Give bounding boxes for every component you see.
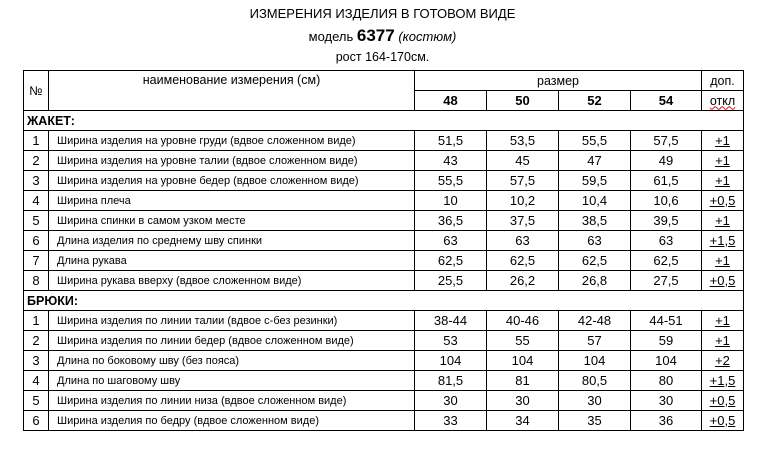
table-row [24,351,744,371]
value-cell: 30 [487,391,559,411]
value-cell: 57 [559,331,631,351]
tolerance-value: +1 [715,313,730,328]
measurement-name: Ширина изделия по бедру (вдвое сложенном виде) [49,411,415,431]
measurement-name: Длина изделия по среднему шву спинки [49,231,415,251]
value-cell: 104 [559,351,631,371]
value-cell: 30 [415,391,487,411]
value-cell: 44-51 [631,311,702,331]
value-cell: 57,5 [631,131,702,151]
value-cell: 10,2 [487,191,559,211]
value-cell: 26,2 [487,271,559,291]
table-row [24,251,744,271]
tolerance-value: +1 [715,153,730,168]
header-row-1 [24,71,744,91]
tolerance-cell [702,411,744,431]
model-prefix: модель [308,29,354,44]
measurements-table [23,70,744,431]
tolerance-value: +2 [715,353,730,368]
table-row [24,371,744,391]
tolerance-cell [702,131,744,151]
header-tol-2 [702,91,744,111]
tolerance-cell [702,331,744,351]
row-number: 7 [24,251,49,271]
table-row [24,171,744,191]
value-cell: 26,8 [559,271,631,291]
table-row [24,211,744,231]
table-row [24,391,744,411]
value-cell: 62,5 [559,251,631,271]
measurement-name: Ширина изделия на уровне талии (вдвое сложенном виде) [49,151,415,171]
row-number: 1 [24,131,49,151]
section-title: БРЮКИ: [24,291,744,311]
value-cell: 33 [415,411,487,431]
row-number: 6 [24,231,49,251]
value-cell: 61,5 [631,171,702,191]
value-cell: 25,5 [415,271,487,291]
tolerance-cell [702,191,744,211]
tolerance-cell [702,351,744,371]
tolerance-value: +0,5 [709,193,736,208]
value-cell: 43 [415,151,487,171]
document-title: ИЗМЕРЕНИЯ ИЗДЕЛИЯ В ГОТОВОМ ВИДЕ [249,6,516,21]
size-52: 52 [559,91,631,111]
tolerance-cell [702,391,744,411]
row-number: 2 [24,331,49,351]
value-cell: 36 [631,411,702,431]
value-cell: 104 [487,351,559,371]
tolerance-cell [702,171,744,191]
size-50: 50 [487,91,559,111]
value-cell: 36,5 [415,211,487,231]
model-suffix: (костюм) [398,29,457,44]
measurement-name: Ширина рукава вверху (вдвое сложенном виде) [49,271,415,291]
size-48: 48 [415,91,487,111]
measurement-name: Ширина изделия на уровне груди (вдвое сложенном виде) [49,131,415,151]
value-cell: 39,5 [631,211,702,231]
row-number: 4 [24,191,49,211]
value-cell: 63 [631,231,702,251]
value-cell: 104 [415,351,487,371]
value-cell: 40-46 [487,311,559,331]
header-tol-2-text: откл [709,93,736,108]
tolerance-cell [702,251,744,271]
tolerance-value: +1,5 [709,373,736,388]
table-row [24,231,744,251]
section-row [24,291,744,311]
value-cell: 55 [487,331,559,351]
measurement-name: Ширина изделия на уровне бедер (вдвое сложенном виде) [49,171,415,191]
measurement-name: Длина рукава [49,251,415,271]
measurement-name: Длина по шаговому шву [49,371,415,391]
table-row [24,271,744,291]
value-cell: 10 [415,191,487,211]
tolerance-cell [702,271,744,291]
table-row [24,311,744,331]
value-cell: 80 [631,371,702,391]
value-cell: 59,5 [559,171,631,191]
tolerance-cell [702,231,744,251]
value-cell: 80,5 [559,371,631,391]
value-cell: 62,5 [415,251,487,271]
value-cell: 55,5 [559,131,631,151]
tolerance-value: +0,5 [709,273,736,288]
section-row [24,111,744,131]
value-cell: 81 [487,371,559,391]
tolerance-value: +0,5 [709,413,736,428]
value-cell: 63 [559,231,631,251]
row-number: 2 [24,151,49,171]
height-range: рост 164-170см. [335,50,430,64]
tolerance-value: +1 [715,173,730,188]
value-cell: 45 [487,151,559,171]
value-cell: 49 [631,151,702,171]
tolerance-value: +1 [715,213,730,228]
tolerance-cell [702,371,744,391]
value-cell: 57,5 [487,171,559,191]
value-cell: 27,5 [631,271,702,291]
measurement-name: Ширина изделия по линии талии (вдвое с-без резинки) [49,311,415,331]
value-cell: 53 [415,331,487,351]
value-cell: 10,6 [631,191,702,211]
value-cell: 30 [559,391,631,411]
size-54: 54 [631,91,702,111]
table-row [24,131,744,151]
measurement-name: Ширина изделия по линии низа (вдвое сложенном виде) [49,391,415,411]
model-line [0,26,765,46]
measurement-name: Ширина изделия по линии бедер (вдвое сложенном виде) [49,331,415,351]
tolerance-value: +0,5 [709,393,736,408]
header-tol-1: доп. [702,71,744,91]
model-number: 6377 [356,26,395,45]
table-row [24,331,744,351]
value-cell: 38,5 [559,211,631,231]
value-cell: 42-48 [559,311,631,331]
table-row [24,191,744,211]
row-number: 4 [24,371,49,391]
tolerance-cell [702,151,744,171]
measurement-name: Ширина плеча [49,191,415,211]
value-cell: 81,5 [415,371,487,391]
value-cell: 35 [559,411,631,431]
tolerance-value: +1 [715,253,730,268]
value-cell: 30 [631,391,702,411]
row-number: 5 [24,391,49,411]
value-cell: 37,5 [487,211,559,231]
value-cell: 104 [631,351,702,371]
tolerance-value: +1 [715,133,730,148]
table-row [24,151,744,171]
value-cell: 53,5 [487,131,559,151]
value-cell: 63 [415,231,487,251]
header-num: № [24,71,49,111]
value-cell: 38-44 [415,311,487,331]
table-row [24,411,744,431]
tolerance-cell [702,211,744,231]
row-number: 3 [24,351,49,371]
tolerance-value: +1 [715,333,730,348]
value-cell: 51,5 [415,131,487,151]
value-cell: 55,5 [415,171,487,191]
value-cell: 10,4 [559,191,631,211]
value-cell: 47 [559,151,631,171]
value-cell: 62,5 [487,251,559,271]
tolerance-value: +1,5 [709,233,736,248]
row-number: 1 [24,311,49,331]
value-cell: 34 [487,411,559,431]
value-cell: 63 [487,231,559,251]
header-name: наименование измерения (см) [49,71,415,111]
value-cell: 59 [631,331,702,351]
section-title: ЖАКЕТ: [24,111,744,131]
tolerance-cell [702,311,744,331]
row-number: 6 [24,411,49,431]
measurement-name: Длина по боковому шву (без пояса) [49,351,415,371]
measurement-name: Ширина спинки в самом узком месте [49,211,415,231]
row-number: 3 [24,171,49,191]
header-size: размер [415,71,702,91]
row-number: 5 [24,211,49,231]
value-cell: 62,5 [631,251,702,271]
row-number: 8 [24,271,49,291]
